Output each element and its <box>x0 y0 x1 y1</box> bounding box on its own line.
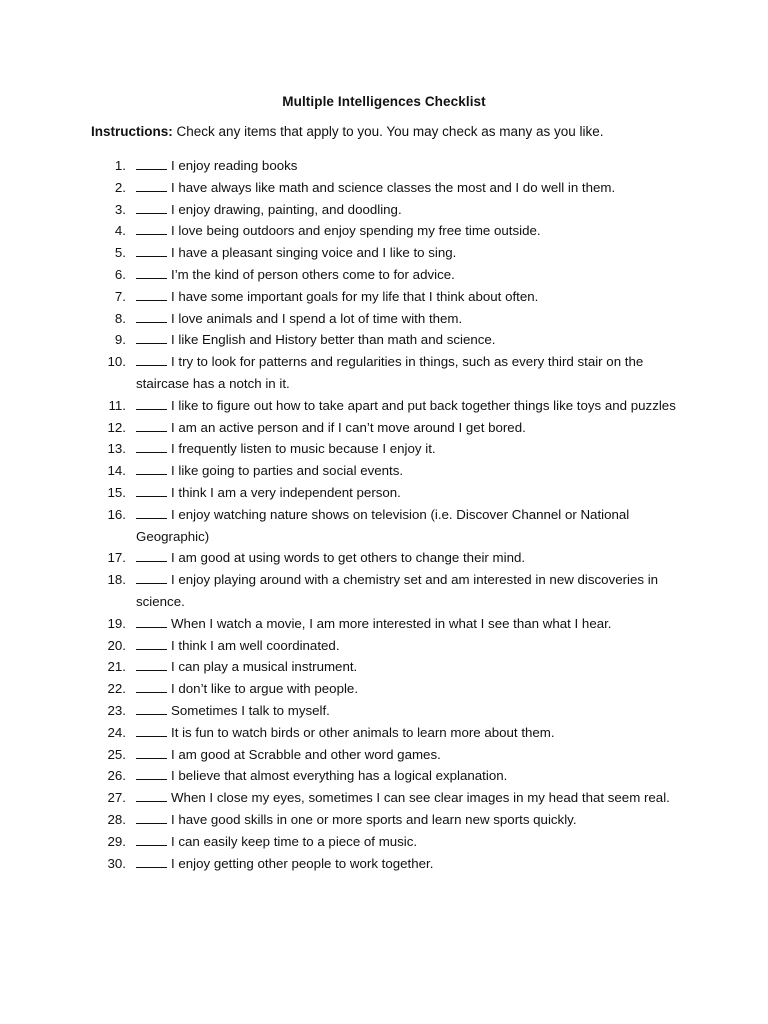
item-number: 11. <box>108 397 126 413</box>
item-text: I try to look for patterns and regularities in things, such as every third stair on the staircase has a notch in it. <box>136 354 644 391</box>
checklist-item <box>0 395 768 417</box>
item-number: 21. <box>107 659 126 675</box>
item-number: 5. <box>114 245 126 261</box>
check-blank[interactable] <box>136 853 167 868</box>
item-text: I enjoy reading books <box>171 158 298 173</box>
check-blank[interactable] <box>136 155 167 170</box>
check-blank[interactable] <box>136 765 167 780</box>
page-title: Multiple Intelligences Checklist <box>282 94 486 109</box>
item-text: I think I am a very independent person. <box>171 484 401 500</box>
item-number: 24. <box>107 724 126 740</box>
check-blank[interactable] <box>136 438 167 453</box>
check-blank[interactable] <box>136 700 167 715</box>
item-text: I like going to parties and social events. <box>171 463 404 479</box>
check-blank[interactable] <box>136 417 167 432</box>
item-text: When I close my eyes, sometimes I can see clear images in my head that seem real. <box>171 790 670 806</box>
item-number: 16. <box>107 506 126 522</box>
check-blank[interactable] <box>136 613 167 628</box>
item-number: 14. <box>107 463 126 479</box>
item-number: 23. <box>107 702 126 718</box>
item-text: I have some important goals for my life that I think about often. <box>171 288 539 304</box>
check-blank[interactable] <box>136 395 167 410</box>
item-text: I have a pleasant singing voice and I like to sing. <box>171 245 457 261</box>
check-blank[interactable] <box>136 722 167 737</box>
checklist-item <box>0 286 768 308</box>
checklist-item <box>0 744 768 766</box>
check-blank[interactable] <box>136 504 167 519</box>
checklist-item <box>0 722 768 744</box>
instructions-label: Instructions: <box>91 124 173 139</box>
check-blank[interactable] <box>136 656 167 671</box>
item-number: 9. <box>114 332 126 348</box>
checklist-item <box>0 329 768 351</box>
checklist-item <box>0 155 768 177</box>
check-blank[interactable] <box>136 744 167 759</box>
check-blank[interactable] <box>136 351 167 366</box>
check-blank[interactable] <box>136 809 167 824</box>
item-number: 25. <box>107 746 126 762</box>
check-blank[interactable] <box>136 569 167 584</box>
item-number: 13. <box>107 441 126 457</box>
item-number: 17. <box>107 550 126 566</box>
checklist-item <box>0 351 768 395</box>
item-text: It is fun to watch birds or other animals to learn more about them. <box>171 724 555 740</box>
checklist-item <box>0 308 768 330</box>
checklist-item <box>0 635 768 657</box>
item-text: I am good at using words to get others to change their mind. <box>171 550 526 566</box>
item-number: 20. <box>107 637 126 653</box>
item-number: 3. <box>114 201 126 217</box>
check-blank[interactable] <box>136 199 167 214</box>
checklist-item <box>0 569 768 613</box>
item-text: I am an active person and if I can’t move around I get bored. <box>171 419 526 435</box>
item-number: 4. <box>114 223 126 239</box>
item-number: 8. <box>114 310 126 326</box>
checklist-item <box>0 220 768 242</box>
check-blank[interactable] <box>136 482 167 497</box>
item-text: I love being outdoors and enjoy spending my free time outside. <box>171 223 541 239</box>
checklist-item <box>0 504 768 548</box>
checklist-item <box>0 700 768 722</box>
checklist-item <box>0 787 768 809</box>
item-number: 6. <box>114 266 126 282</box>
item-number: 19. <box>107 615 126 631</box>
item-number: 22. <box>107 681 126 697</box>
item-text: I think I am well coordinated. <box>171 637 340 653</box>
checklist-item <box>0 831 768 853</box>
checklist-item <box>0 482 768 504</box>
checklist-item <box>0 613 768 635</box>
checklist-item <box>0 417 768 439</box>
checklist-item <box>0 809 768 831</box>
item-text: I believe that almost everything has a logical explanation. <box>171 768 508 784</box>
item-text: I have good skills in one or more sports and learn new sports quickly. <box>171 811 577 827</box>
checklist-item <box>0 199 768 221</box>
check-blank[interactable] <box>136 242 167 257</box>
item-number: 1. <box>114 158 126 173</box>
item-text: I like English and History better than math and science. <box>171 332 496 348</box>
check-blank[interactable] <box>136 264 167 279</box>
item-text: I can play a musical instrument. <box>171 659 358 675</box>
item-number: 7. <box>114 288 126 304</box>
item-number: 29. <box>107 833 126 849</box>
item-number: 15. <box>107 484 126 500</box>
checklist-item <box>0 460 768 482</box>
check-blank[interactable] <box>136 308 167 323</box>
check-blank[interactable] <box>136 678 167 693</box>
item-number: 26. <box>107 768 126 784</box>
checklist-item <box>0 678 768 700</box>
item-text: I enjoy getting other people to work together. <box>171 855 434 871</box>
check-blank[interactable] <box>136 177 167 192</box>
item-text: When I watch a movie, I am more interested in what I see than what I hear. <box>171 615 612 631</box>
checklist <box>0 155 768 874</box>
check-blank[interactable] <box>136 547 167 562</box>
item-text: I have always like math and science classes the most and I do well in them. <box>171 179 616 195</box>
item-number: 28. <box>107 811 126 827</box>
check-blank[interactable] <box>136 286 167 301</box>
check-blank[interactable] <box>136 329 167 344</box>
item-number: 18. <box>107 572 126 588</box>
instructions-text: Check any items that apply to you. You may check as many as you like. <box>176 124 604 139</box>
item-number: 2. <box>114 179 126 195</box>
checklist-item <box>0 656 768 678</box>
checklist-item <box>0 765 768 787</box>
checklist-item <box>0 853 768 875</box>
checklist-item <box>0 242 768 264</box>
check-blank[interactable] <box>136 787 167 802</box>
item-number: 30. <box>107 855 126 871</box>
item-number: 10. <box>107 354 126 370</box>
check-blank[interactable] <box>136 635 167 650</box>
item-text: I’m the kind of person others come to for advice. <box>171 266 455 282</box>
checklist-item <box>0 547 768 569</box>
item-text: Sometimes I talk to myself. <box>171 702 330 718</box>
item-number: 12. <box>107 419 126 435</box>
item-text: I don’t like to argue with people. <box>171 681 359 697</box>
item-text: I enjoy playing around with a chemistry set and am interested in new discoveries in science. <box>136 572 659 609</box>
item-text: I like to figure out how to take apart and put back together things like toys and puzzles <box>171 397 676 413</box>
item-text: I am good at Scrabble and other word games. <box>171 746 441 762</box>
item-number: 27. <box>107 790 126 806</box>
item-text: I love animals and I spend a lot of time with them. <box>171 310 463 326</box>
item-text: I enjoy drawing, painting, and doodling. <box>171 201 402 217</box>
item-text: I can easily keep time to a piece of music. <box>171 833 418 849</box>
item-text: I enjoy watching nature shows on television (i.e. Discover Channel or National Geographic) <box>136 506 630 544</box>
check-blank[interactable] <box>136 220 167 235</box>
check-blank[interactable] <box>136 460 167 475</box>
instructions <box>91 124 604 139</box>
checklist-item <box>0 177 768 199</box>
item-text: I frequently listen to music because I enjoy it. <box>171 441 436 457</box>
checklist-item <box>0 438 768 460</box>
check-blank[interactable] <box>136 831 167 846</box>
checklist-item <box>0 264 768 286</box>
